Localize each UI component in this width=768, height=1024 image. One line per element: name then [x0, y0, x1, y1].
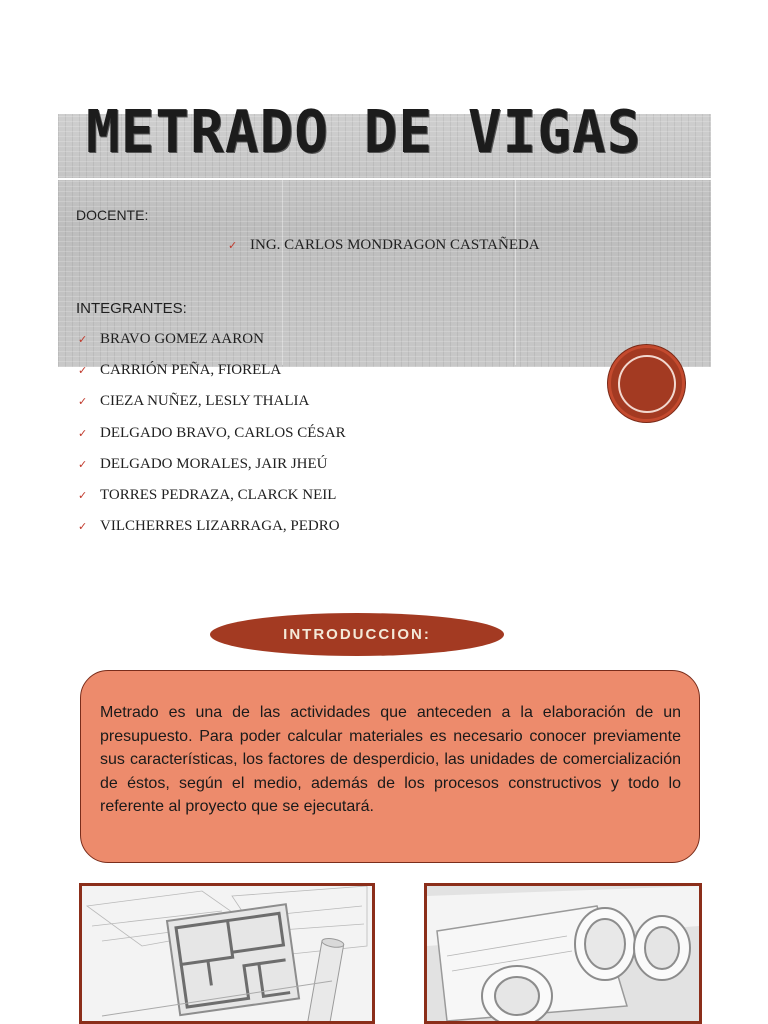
- member-name: TORRES PEDRAZA, CLARCK NEIL: [100, 487, 337, 503]
- introduccion-heading: [210, 613, 504, 656]
- rolled-plans-illustration: [427, 886, 699, 1021]
- member-name: BRAVO GOMEZ AARON: [100, 331, 264, 347]
- member-name: CIEZA NUÑEZ, LESLY THALIA: [100, 393, 310, 409]
- checkmark-icon: ✓: [78, 427, 88, 440]
- red-circle-emblem: [608, 345, 685, 422]
- list-item: [78, 518, 340, 535]
- checkmark-icon: ✓: [78, 395, 88, 408]
- circle-inner-ring: [618, 355, 676, 413]
- blueprint-image: [79, 883, 375, 1024]
- introduccion-text: Metrado es una de las actividades que anteceden a la elaboración de un presupuesto. Para poder calcular materiales es necesario conocer previamente sus características, los factores de desperdicio, las unidades de comercialización de éstos, según el medio, además de los procesos constructivos y todo lo referente al proyecto que se ejecutará.: [100, 704, 681, 815]
- member-name: VILCHERRES LIZARRAGA, PEDRO: [100, 518, 340, 534]
- checkmark-icon: ✓: [228, 239, 238, 252]
- banner-seam: [515, 180, 516, 365]
- member-name: DELGADO MORALES, JAIR JHEÚ: [100, 456, 328, 472]
- checkmark-icon: ✓: [78, 333, 88, 346]
- introduccion-heading-text: INTRODUCCION:: [283, 626, 431, 643]
- introduccion-box: [80, 670, 700, 863]
- checkmark-icon: ✓: [78, 458, 88, 471]
- blueprint-illustration: [82, 886, 372, 1021]
- list-item: [78, 362, 281, 379]
- checkmark-icon: ✓: [78, 364, 88, 377]
- checkmark-icon: ✓: [78, 520, 88, 533]
- docente-label: DOCENTE:: [76, 207, 149, 223]
- list-item: [78, 393, 309, 410]
- docente-name: ING. CARLOS MONDRAGON CASTAÑEDA: [250, 237, 540, 253]
- list-item: [78, 456, 328, 473]
- page-title: METRADO DE VIGAS: [86, 98, 642, 167]
- list-item: [78, 487, 336, 504]
- member-name: CARRIÓN PEÑA, FIORELA: [100, 362, 282, 378]
- docente-item: [228, 237, 540, 254]
- rolled-plans-image: [424, 883, 702, 1024]
- integrantes-label: INTEGRANTES:: [76, 300, 187, 317]
- list-item: [78, 425, 346, 442]
- banner-divider-line: [58, 178, 711, 180]
- member-name: DELGADO BRAVO, CARLOS CÉSAR: [100, 425, 346, 441]
- checkmark-icon: ✓: [78, 489, 88, 502]
- list-item: [78, 331, 264, 348]
- banner-seam: [282, 180, 283, 365]
